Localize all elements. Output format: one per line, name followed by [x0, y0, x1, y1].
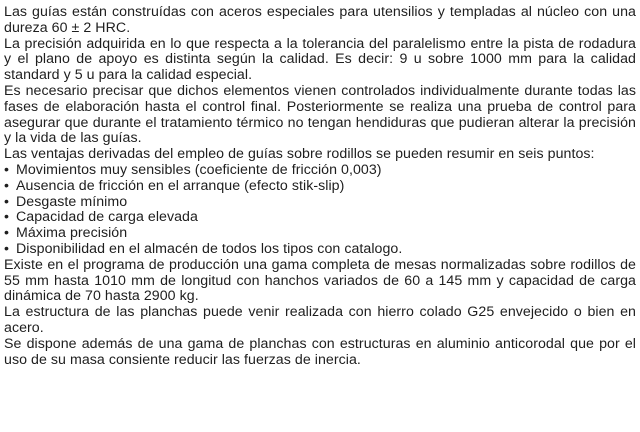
list-item-text: Desgaste mínimo [16, 193, 128, 210]
document-body [4, 5, 636, 368]
advantages-list [4, 163, 636, 258]
bullet-icon: • [4, 225, 10, 242]
list-item [4, 163, 636, 179]
list-item-text: Máxima precisión [16, 225, 128, 242]
list-item [4, 179, 636, 195]
bullet-icon: • [4, 177, 10, 194]
paragraph-precision: La precisión adquirida en lo que respecta a la tolerancia del paralelismo entre la pista de rodadura y el plano de apoyo es distinta según la calidad. Es decir: 9 u sobre 1000 mm para la calidad standard y 5 u para la calidad especial. [4, 35, 636, 84]
bullet-icon: • [4, 161, 10, 178]
list-item-text: Ausencia de fricción en el arranque (efecto stik-slip) [16, 177, 345, 194]
paragraph-control: Es necesario precisar que dichos elementos vienen controlados individualmente durante todas las fases de elaboración hasta el control final. Posteriormente se realiza una prueba de control para asegurar que durante el tratamiento térmico no tengan hendiduras que pudieran alterar la precisión y la vida de las guías. [4, 82, 636, 147]
list-item-text: Disponibilidad en el almacén de todos los tipos con catalogo. [16, 240, 403, 257]
paragraph-hardness: Las guías están construídas con aceros especiales para utensilios y templadas al núcleo con una dureza 60 ± 2 HRC. [4, 4, 636, 36]
paragraph-advantages-intro: Las ventajas derivadas del empleo de guías sobre rodillos se pueden resumir en seis puntos: [4, 146, 595, 163]
list-item [4, 242, 636, 258]
list-item-text: Movimientos muy sensibles (coeficiente de fricción 0,003) [16, 161, 382, 178]
bullet-icon: • [4, 240, 10, 257]
paragraph-tables-range: Existe en el programa de producción una gama completa de mesas normalizadas sobre rodillos de 55 mm hasta 1010 mm de longitud con hanchos variados de 60 a 145 mm y capacidad de carga dinámica de 70 hasta 2900 kg. [4, 256, 636, 305]
paragraph-aluminium-plates: Se dispone además de una gama de planchas con estructuras en aluminio anticorodal que por el uso de su masa consiente reducir las fuerzas de inercia. [4, 335, 636, 368]
bullet-icon: • [4, 193, 10, 210]
paragraph-plate-structure: La estructura de las planchas puede venir realizada con hierro colado G25 envejecido o bien en acero. [4, 304, 636, 336]
bullet-icon: • [4, 209, 10, 226]
list-item-text: Capacidad de carga elevada [16, 209, 198, 226]
list-item [4, 226, 636, 242]
list-item [4, 195, 636, 211]
list-item [4, 210, 636, 226]
